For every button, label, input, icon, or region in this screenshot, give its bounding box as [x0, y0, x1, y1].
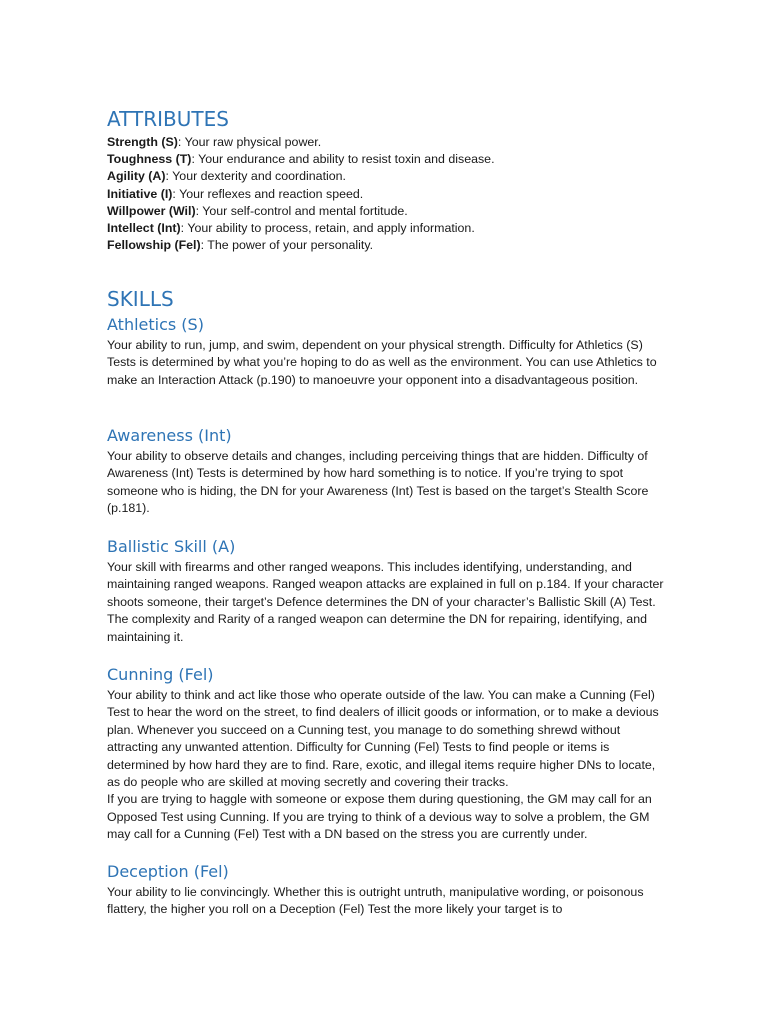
skill-paragraph: Your ability to lie convincingly. Whether this is outright untruth, manipulative wording, or poisonous flattery, the higher you roll on a Deception (Fel) Test the more likely your target is to: [107, 885, 644, 917]
skill-deception: [107, 862, 667, 919]
attribute-term: Intellect (Int): [107, 221, 181, 236]
attribute-item-intellect: [107, 220, 495, 237]
skill-awareness: [107, 426, 667, 518]
skill-title: Cunning (Fel): [107, 665, 214, 684]
skill-title: Athletics (S): [107, 315, 204, 334]
attribute-term: Willpower (Wil): [107, 203, 196, 218]
attributes-heading: ATTRIBUTES: [107, 107, 229, 131]
skill-paragraph: Your ability to observe details and changes, including perceiving things that are hidden. Difficulty of Awareness (Int) Tests is determined by how hard something is to notice. If you’re trying to spot someone who is hiding, the DN for your Awareness (Int) Test is based on the target’s Stealth Score (p.181).: [107, 449, 649, 516]
skill-paragraph: Your ability to run, jump, and swim, dependent on your physical strength. Difficulty for Athletics (S) Tests is determined by what you’re hoping to do as well as the environment. You can use Athletics to make an Interaction Attack (p.190) to manoeuvre your opponent into a disadvantageous position.: [107, 338, 657, 387]
attribute-term: Agility (A): [107, 169, 166, 184]
skill-title: Ballistic Skill (A): [107, 537, 236, 556]
attribute-term: Fellowship (Fel): [107, 238, 201, 253]
skill-title: Awareness (Int): [107, 426, 232, 445]
attribute-desc: : Your ability to process, retain, and apply information.: [180, 221, 475, 236]
skill-ballistic-skill: [107, 537, 667, 646]
attribute-desc: : Your self-control and mental fortitude.: [195, 203, 408, 218]
attribute-term: Strength (S): [107, 135, 178, 149]
attribute-item-fellowship: [107, 237, 495, 254]
attribute-desc: : Your endurance and ability to resist toxin and disease.: [191, 152, 495, 167]
skill-athletics: [107, 315, 667, 389]
skill-paragraph: If you are trying to haggle with someone or expose them during questioning, the GM may call for an Opposed Test using Cunning. If you are trying to think of a devious way to solve a problem, the GM may call for a Cunning (Fel) Test with a DN based on the stress you are currently under.: [107, 792, 652, 842]
attribute-term: Toughness (T): [107, 152, 192, 167]
attribute-item-toughness: [107, 151, 495, 168]
attribute-item-agility: [107, 168, 495, 185]
skill-title: Deception (Fel): [107, 862, 229, 881]
skills-heading: SKILLS: [107, 287, 174, 311]
attribute-desc: : The power of your personality.: [200, 238, 374, 253]
attributes-list: [107, 134, 495, 254]
skill-cunning: [107, 665, 667, 844]
attribute-desc: : Your dexterity and coordination.: [165, 169, 346, 184]
skill-paragraph: Your skill with firearms and other ranged weapons. This includes identifying, understanding, and maintaining ranged weapons. Ranged weapon attacks are explained in full on p.184. If your character shoots someone, their target’s Defence determines the DN of your character’s Ballistic Skill (A) Test. The complexity and Rarity of a ranged weapon can determine the DN for repairing, identifying, and maintaining it.: [107, 560, 664, 644]
attribute-desc: : Your raw physical power.: [177, 135, 322, 149]
attribute-item-willpower: [107, 203, 495, 220]
attribute-item-initiative: [107, 186, 495, 203]
attribute-term: Initiative (I): [107, 186, 173, 201]
attribute-desc: : Your reflexes and reaction speed.: [172, 186, 364, 201]
skill-paragraph: Your ability to think and act like those who operate outside of the law. You can make a Cunning (Fel) Test to hear the word on the street, to find dealers of illicit goods or information, or to make a devious plan. Whenever you succeed on a Cunning test, you manage to do something shrewd without attracting any unwanted attention. Difficulty for Cunning (Fel) Tests to find people or items is determined by how hard they are to find. Rare, exotic, and illegal items require higher DNs to locate, as do people who are skilled at moving secretly and covering their tracks.: [107, 688, 659, 790]
attribute-item-strength: [107, 134, 495, 151]
